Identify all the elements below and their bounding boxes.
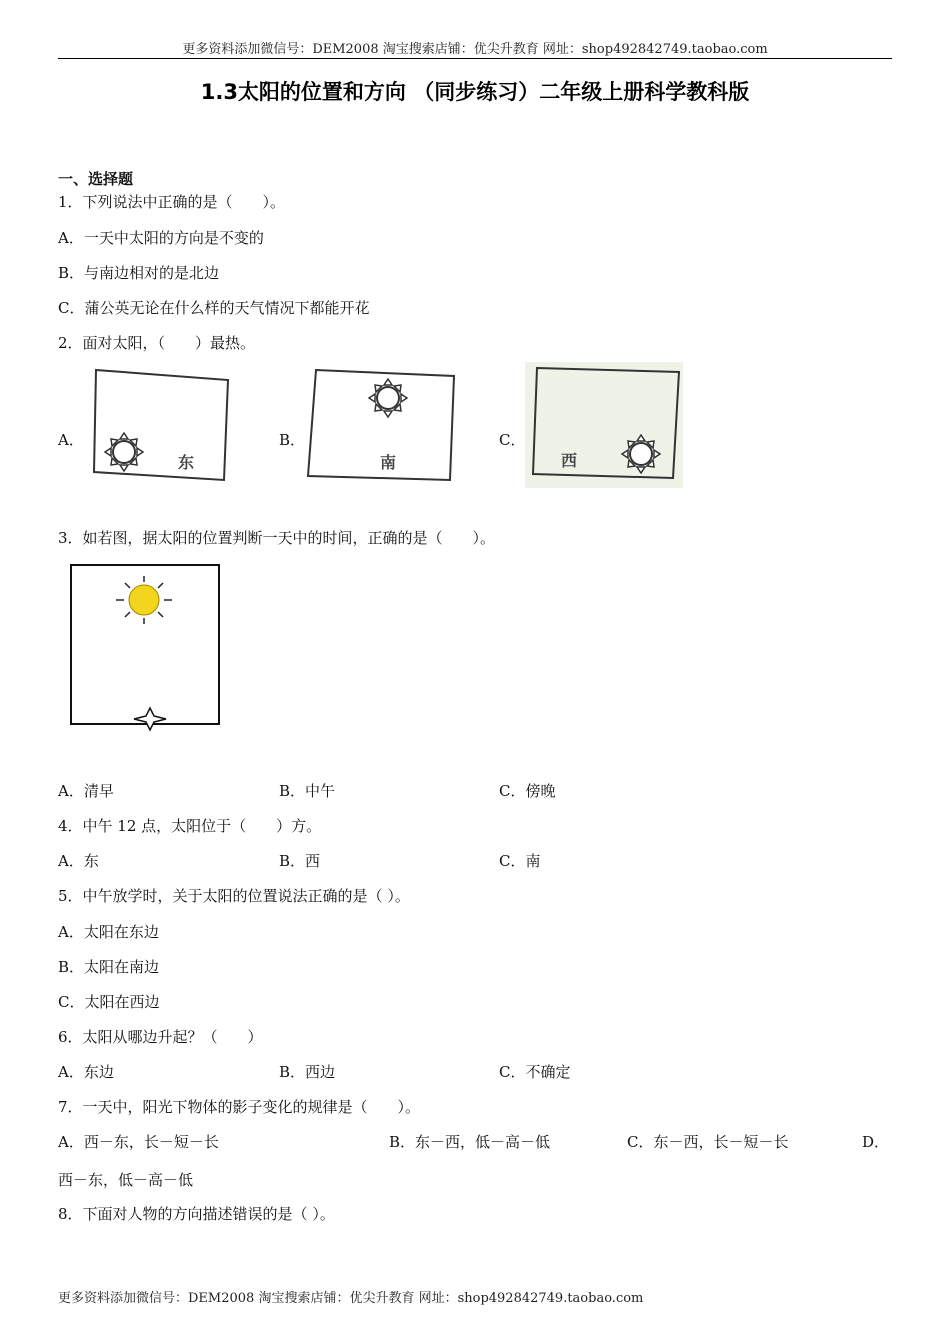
sun-icon — [622, 435, 660, 473]
page-footer: 更多资料添加微信号：DEM2008 淘宝搜索店铺：优尖升教育 网址：shop492842749.taobao.com — [58, 1291, 644, 1306]
question-4-option-c[interactable]: C．南 — [499, 852, 541, 870]
question-2-picture-a — [84, 366, 234, 490]
question-2-option-b-label[interactable]: B． — [279, 431, 306, 449]
question-4-option-a[interactable]: A．东 — [58, 852, 99, 870]
question-7-stem: 7．一天中，阳光下物体的影子变化的规律是（ ）。 — [58, 1098, 421, 1116]
question-6-option-a[interactable]: A．东边 — [58, 1063, 114, 1081]
question-3-option-b[interactable]: B．中午 — [279, 782, 336, 800]
question-5-option-b[interactable]: B．太阳在南边 — [58, 958, 160, 976]
question-2-picture-b — [300, 366, 460, 490]
question-5-option-c[interactable]: C．太阳在西边 — [58, 993, 160, 1011]
question-4-option-b[interactable]: B．西 — [279, 852, 321, 870]
question-5-stem: 5．中午放学时，关于太阳的位置说法正确的是（ ）。 — [58, 887, 410, 905]
sun-icon — [369, 379, 407, 417]
question-7-option-d[interactable]: D． — [862, 1133, 890, 1151]
page-title: 1.3太阳的位置和方向 （同步练习）二年级上册科学教科版 — [200, 80, 750, 104]
question-6-option-b[interactable]: B．西边 — [279, 1063, 336, 1081]
direction-label-south: 南 — [380, 453, 397, 472]
question-5-option-a[interactable]: A．太阳在东边 — [58, 923, 159, 941]
question-2-option-c-label[interactable]: C． — [499, 431, 526, 449]
sun-icon — [105, 433, 143, 471]
question-2-stem: 2．面对太阳，（ ）最热。 — [58, 334, 256, 352]
scan-background — [525, 362, 683, 488]
question-1-option-b[interactable]: B．与南边相对的是北边 — [58, 264, 220, 282]
question-1-option-c[interactable]: C．蒲公英无论在什么样的天气情况下都能开花 — [58, 299, 370, 317]
question-7-option-a[interactable]: A．西－东，长－短－长 — [58, 1133, 219, 1151]
question-7-option-c[interactable]: C．东－西，长－短－长 — [627, 1133, 789, 1151]
direction-label-west: 西 — [561, 451, 578, 470]
question-1-stem: 1．下列说法中正确的是（ ）。 — [58, 193, 286, 211]
question-7-option-d-text[interactable]: 西－东，低－高－低 — [58, 1171, 194, 1189]
question-2-picture-c — [525, 362, 683, 488]
question-6-option-c[interactable]: C．不确定 — [499, 1063, 571, 1081]
page-header: 更多资料添加微信号：DEM2008 淘宝搜索店铺：优尖升教育 网址：shop492842749.taobao.com — [58, 38, 892, 59]
question-3-option-c[interactable]: C．傍晚 — [499, 782, 556, 800]
question-3-stem: 3．如若图，据太阳的位置判断一天中的时间，正确的是（ ）。 — [58, 529, 496, 547]
question-4-stem: 4．中午 12 点，太阳位于（ ）方。 — [58, 817, 322, 835]
question-3-picture — [68, 562, 226, 734]
question-7-option-b[interactable]: B．东－西，低－高－低 — [389, 1133, 551, 1151]
section-title: 一、选择题 — [58, 170, 134, 188]
question-3-option-a[interactable]: A．清早 — [58, 782, 114, 800]
direction-label-east: 东 — [178, 453, 195, 472]
question-8-stem: 8．下面对人物的方向描述错误的是（ ）。 — [58, 1205, 335, 1223]
question-2-option-a-label[interactable]: A． — [58, 431, 84, 449]
question-1-option-a[interactable]: A．一天中太阳的方向是不变的 — [58, 229, 264, 247]
question-6-stem: 6．太阳从哪边升起？（ ） — [58, 1028, 263, 1046]
